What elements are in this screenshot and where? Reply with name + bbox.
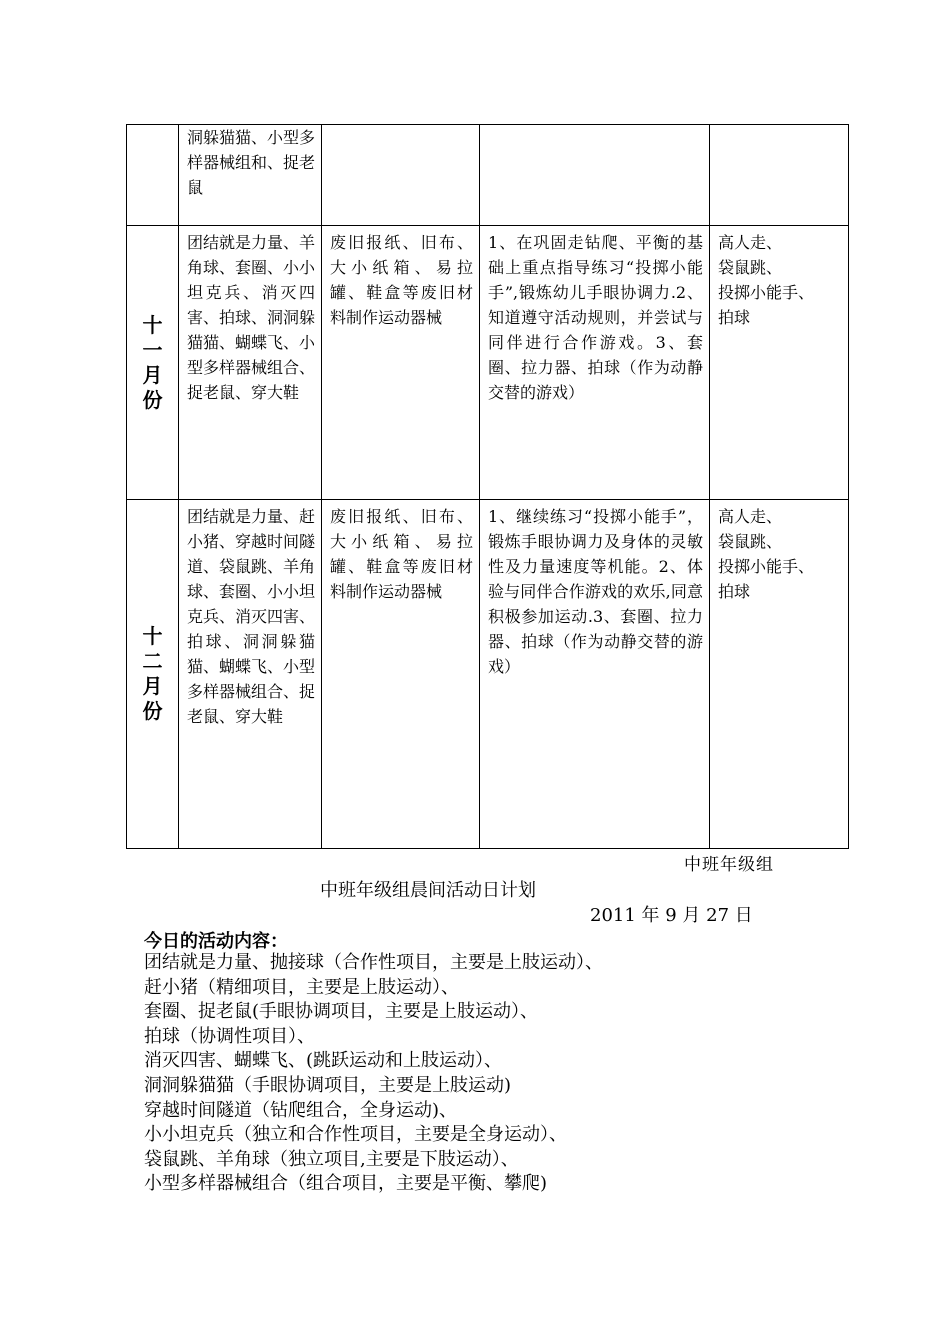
goals-cell: 1、在巩固走钻爬、平衡的基础上重点指导练习“投掷小能手”,锻炼幼儿手眼协调力.2、知道遵守活动规则，并尝试与同伴进行合作游戏。3、套圈、拉力器、拍球（作为动静交替的游戏） [480,226,710,500]
table-row [127,500,849,849]
games-cell: 高人走、 袋鼠跳、 投掷小能手、 拍球 [710,226,849,500]
plan-date: 2011 年 9 月 27 日 [590,905,753,926]
activity-list [144,951,603,1197]
list-item: 赶小猪（精细项目，主要是上肢运动）、 [144,976,459,998]
materials-cell: 废旧报纸、旧布、大小纸箱、易拉罐、鞋盒等废旧材料制作运动器械 [322,500,480,849]
items-cell: 洞躲猫猫、小型多样器械组和、捉老鼠 [179,125,322,226]
table-row [127,226,849,500]
goals-cell [480,125,710,226]
list-item: 小型多样器械组合（组合项目，主要是平衡、攀爬) [144,1173,548,1195]
month-label: 十一月份 [142,312,163,412]
list-item: 小小坦克兵（独立和合作性项目，主要是全身运动）、 [144,1124,567,1146]
games-cell [710,125,849,226]
list-item: 穿越时间隧道（钻爬组合，全身运动)、 [144,1099,458,1121]
goals-cell: 1、继续练习“投掷小能手”，锻炼手眼协调力及身体的灵敏性及力量速度等机能。2、体验与同伴合作游戏的欢乐,同意积极参加运动.3、套圈、拉力器、拍球（作为动静交替的游戏） [480,500,710,849]
month-cell [127,500,179,849]
list-item: 套圈、捉老鼠(手眼协调项目，主要是上肢运动）、 [144,1001,539,1023]
games-cell: 高人走、 袋鼠跳、 投掷小能手、 拍球 [710,500,849,849]
grade-group-signature: 中班年级组 [684,855,774,875]
activity-plan-table [126,124,849,849]
list-item: 袋鼠跳、羊角球（独立项目,主要是下肢运动）、 [144,1148,519,1170]
items-cell: 团结就是力量、羊角球、套圈、小小坦克兵、消灭四害、拍球、洞洞躲猫猫、蝴蝶飞、小型多样器械组合、捉老鼠、穿大鞋 [179,226,322,500]
materials-cell: 废旧报纸、旧布、大小纸箱、易拉罐、鞋盒等废旧材料制作运动器械 [322,226,480,500]
table-row [127,125,849,226]
activity-content-heading: 今日的活动内容： [144,931,288,952]
plan-title: 中班年级组晨间活动日计划 [320,880,536,901]
list-item: 团结就是力量、抛接球（合作性项目，主要是上肢运动）、 [144,952,603,973]
materials-cell [322,125,480,226]
month-cell [127,125,179,226]
month-cell [127,226,179,500]
list-item: 消灭四害、蝴蝶飞、(跳跃运动和上肢运动）、 [144,1050,503,1072]
list-item: 拍球（协调性项目）、 [144,1025,315,1047]
list-item: 洞洞躲猫猫（手眼协调项目，主要是上肢运动) [144,1074,512,1096]
items-cell: 团结就是力量、赶小猪、穿越时间隧道、袋鼠跳、羊角球、套圈、小小坦克兵、消灭四害、拍球、洞洞躲猫猫、蝴蝶飞、小型多样器械组合、捉老鼠、穿大鞋 [179,500,322,849]
month-label: 十二月份 [142,624,163,723]
